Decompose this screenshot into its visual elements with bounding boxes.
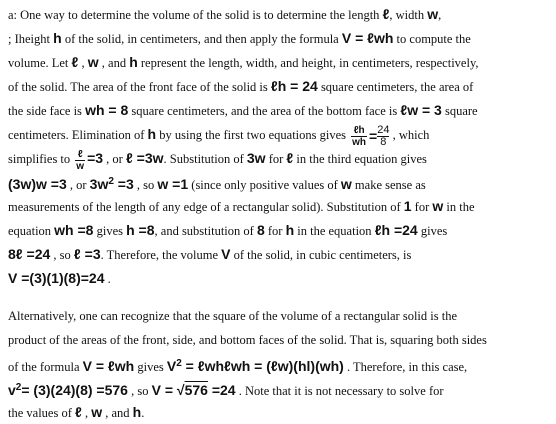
equals-sign: = (369, 128, 378, 145)
text-span: of the formula (8, 360, 83, 374)
math-expr: w (87, 54, 99, 70)
math-expr: 8ℓ =24 (8, 246, 51, 262)
text-line (8, 266, 548, 290)
paragraph-method-one-continued (8, 170, 548, 290)
text-span: represent the length, width, and height, in centimeters, respectively, (137, 56, 479, 70)
text-line (8, 352, 548, 376)
text-span: , so (127, 384, 152, 398)
text-line (8, 98, 548, 122)
math-expr: (3w)w =3 (8, 176, 67, 192)
text-span: , (81, 406, 92, 420)
text-span: measurements of the length of any edge of a rectangular solid). Substitution of (8, 200, 404, 214)
text-span: . (141, 406, 145, 420)
text-line (8, 74, 548, 98)
math-expr: ℓh = 24 (270, 78, 318, 94)
text-span: for (264, 224, 286, 238)
text-line (8, 400, 548, 424)
text-line (8, 50, 548, 74)
fraction-numerator: ℓh (351, 125, 367, 137)
math-expr: ℓh =24 (374, 222, 418, 238)
text-span: product of the areas of the front, side, and bottom faces of the solid. That is, squaring both sides (8, 333, 487, 347)
math-expr: ℓ (382, 6, 390, 22)
fraction-denominator: 8 (380, 135, 387, 146)
math-expr: wh =8 (54, 222, 94, 238)
text-span: the side face is (8, 104, 86, 118)
fraction-denominator: wh (352, 136, 367, 146)
text-span: volume. Let (8, 56, 72, 70)
text-span: of the solid. The area of the front face of the solid is (8, 80, 271, 94)
math-expr: w (427, 6, 439, 22)
text-span: , and (98, 56, 130, 70)
text-span: . Note that it is not necessary to solve for (235, 384, 444, 398)
text-span: , or (66, 178, 90, 192)
line-elimination (8, 122, 548, 146)
text-span: a: One way to determine the volume of the solid is to determine the length (8, 8, 383, 22)
math-expr: 3w (89, 176, 109, 192)
text-span: square (441, 104, 478, 118)
text-span: , (78, 56, 88, 70)
fraction-lh-wh (351, 125, 367, 146)
text-span: , so (133, 178, 158, 192)
text-span: gives (134, 360, 167, 374)
text-span: , and (102, 406, 133, 420)
text-line (8, 304, 548, 328)
text-span: square centimeters, and the area of the bottom face is (128, 104, 401, 118)
math-expr: 1 (403, 198, 412, 214)
fraction-numerator: 24 (377, 123, 390, 136)
fraction-l-w (75, 149, 85, 170)
text-span: . Therefore, in this case, (343, 360, 468, 374)
text-span: equation (8, 224, 55, 238)
text-span: in the third equation gives (293, 152, 427, 166)
text-span: , or (103, 152, 126, 166)
math-expr: =3 (113, 176, 134, 192)
text-span: . (104, 272, 111, 286)
math-expr: h (53, 30, 62, 46)
math-expr: = (3)(24)(8) =576 (21, 382, 128, 398)
math-expr: h (129, 54, 138, 70)
text-span: the values of (8, 406, 75, 420)
text-span: by using the first two equations gives (156, 128, 350, 142)
math-expr: ℓ =3w (125, 150, 164, 166)
paragraph-method-two (8, 304, 548, 424)
exponent: 2 (176, 358, 182, 369)
math-expr: wh = 8 (85, 102, 129, 118)
text-span: simplifies to (8, 152, 74, 166)
math-var: ℓ (286, 150, 294, 166)
text-span: of the solid, in cubic centimeters, is (230, 248, 412, 262)
math-expr: 3w (246, 150, 266, 166)
math-expr: V = ℓwh (82, 358, 135, 374)
math-expr: w (340, 176, 352, 192)
math-expr: ℓ (71, 54, 79, 70)
math-expr: V (221, 246, 231, 262)
fraction-24-8 (377, 125, 389, 146)
text-span: , width (389, 8, 428, 22)
text-span: in the equation (294, 224, 375, 238)
math-expr: V =(3)(1)(8)=24 (8, 270, 105, 286)
text-span: , so (50, 248, 74, 262)
math-var: h (147, 126, 157, 142)
text-span: , which (389, 128, 430, 142)
math-expr: ℓw = 3 (400, 102, 442, 118)
text-span: in the (443, 200, 475, 214)
text-span: square centimeters, the area of (317, 80, 474, 94)
math-expr: =3 (87, 150, 104, 166)
math-expr: w (432, 198, 444, 214)
text-line (8, 218, 548, 242)
math-expr: V (166, 358, 177, 374)
text-line (8, 376, 548, 400)
text-span: for (411, 200, 433, 214)
line-simplifies (8, 146, 548, 170)
math-expr: h (132, 404, 142, 420)
math-expr: w =1 (157, 176, 189, 192)
text-line (8, 242, 548, 266)
text-span: make sense as (351, 178, 426, 192)
text-span: centimeters. Elimination of (8, 128, 148, 142)
math-expr: 8 (256, 222, 265, 238)
math-expr: h =8 (126, 222, 155, 238)
math-expr: = ℓwhℓwh = (ℓw)(hl)(wh) (181, 358, 344, 374)
paragraph-method-one (8, 2, 548, 122)
math-expr: ℓ (75, 404, 82, 420)
math-expr: V = √ (151, 382, 185, 398)
math-expr: =24 (207, 382, 236, 398)
text-span: gives (417, 224, 448, 238)
text-span: . Substitution of (163, 152, 247, 166)
fraction-numerator: ℓ (75, 149, 85, 161)
math-expr: v (8, 382, 16, 398)
text-span: of the solid, in centimeters, and then apply the formula (61, 32, 342, 46)
text-line (8, 194, 548, 218)
text-span: . Therefore, the volume (100, 248, 222, 262)
text-span: Alternatively, one can recognize that the square of the volume of a rectangular solid is the (8, 309, 458, 323)
math-expr: V = ℓwh (341, 30, 394, 46)
text-span: gives (93, 224, 127, 238)
exponent: 2 (15, 382, 22, 393)
text-line (8, 2, 548, 26)
math-expr: h (285, 222, 295, 238)
fraction-denominator: w (76, 160, 85, 170)
text-line (8, 328, 548, 352)
text-span: , and substitution of (154, 224, 257, 238)
exponent: 2 (108, 176, 114, 187)
text-span: (since only positive values of (188, 178, 341, 192)
math-expr: ℓ =3 (73, 246, 101, 262)
text-span: for (265, 152, 287, 166)
radicand: 576 (184, 382, 208, 398)
text-span: to compute the (393, 32, 471, 46)
text-line (8, 170, 548, 194)
text-span: , (438, 8, 442, 22)
math-expr: w (91, 404, 103, 420)
text-span: ; Iheight (8, 32, 54, 46)
text-line (8, 26, 548, 50)
